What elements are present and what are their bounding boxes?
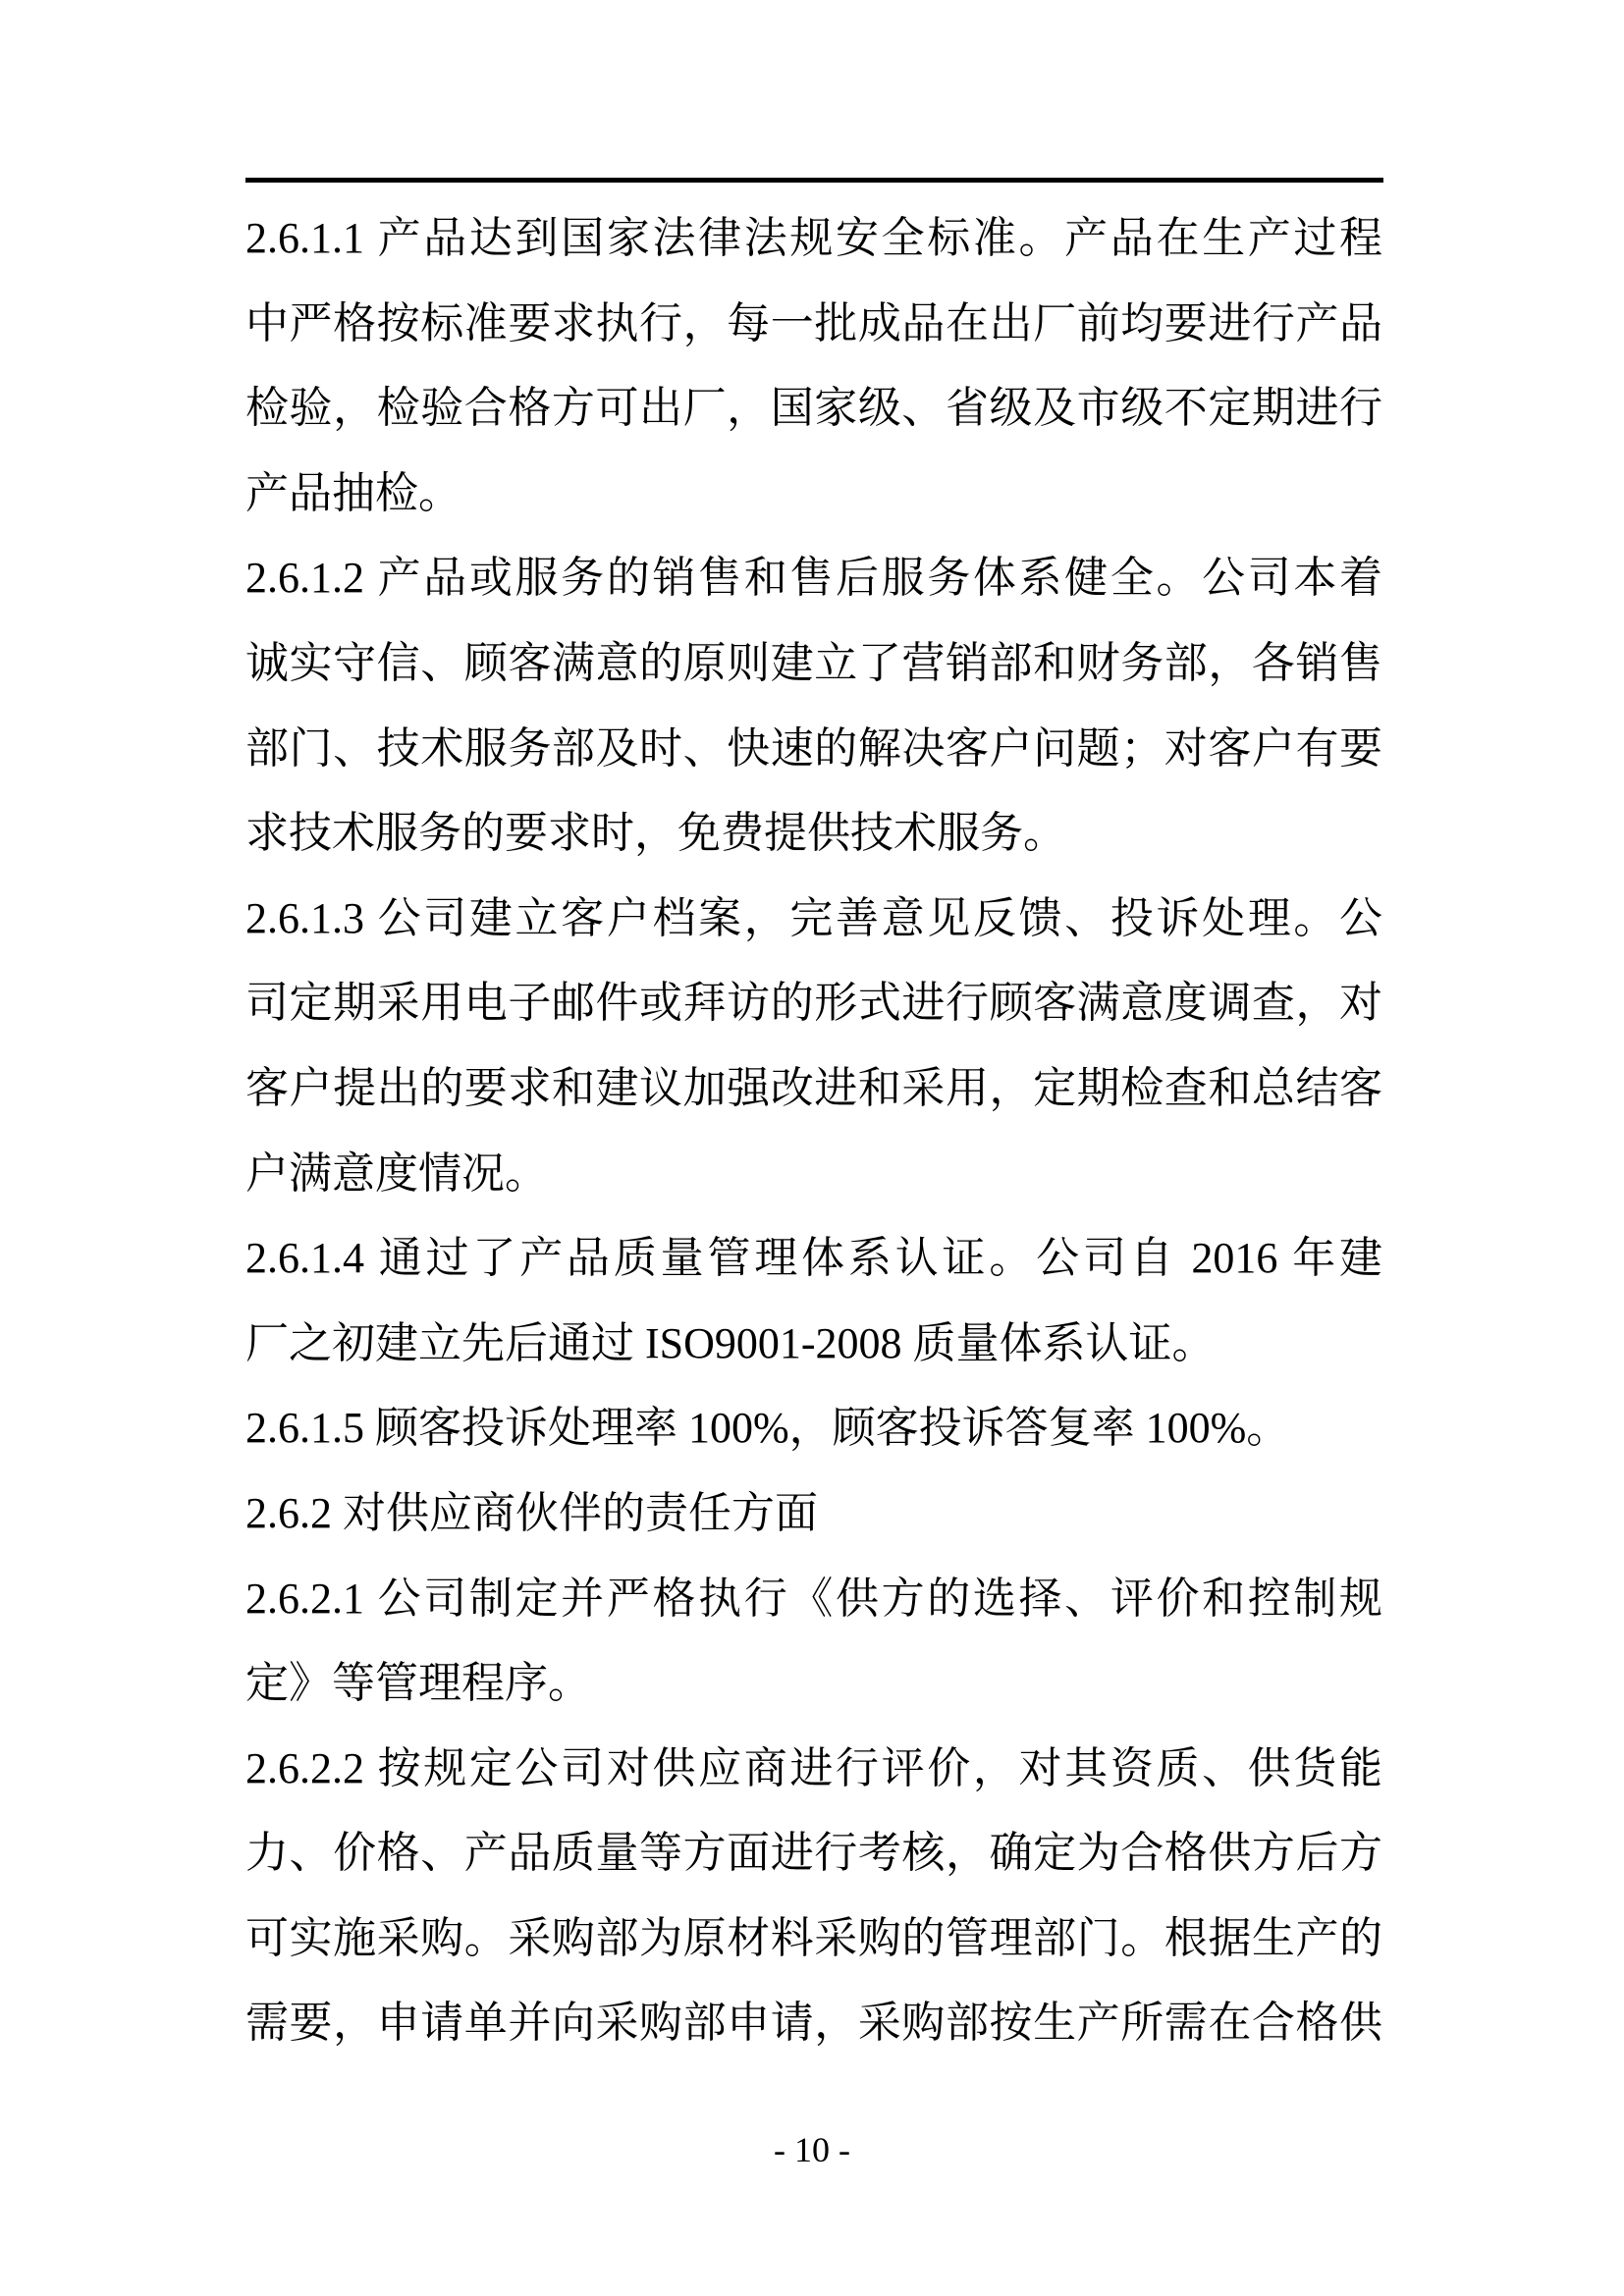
doc-line: 可实施采购。采购部为原材料采购的管理部门。根据生产的 — [245, 1913, 1382, 1962]
doc-line: 定》等管理程序。 — [245, 1659, 591, 1708]
doc-line: 部门、技术服务部及时、快速的解决客户问题；对客户有要 — [245, 723, 1382, 773]
doc-line: 需要，申请单并向采购部申请，采购部按生产所需在合格供 — [245, 1999, 1382, 2048]
doc-line: 诚实守信、顾客满意的原则建立了营销部和财务部，各销售 — [245, 638, 1382, 687]
header-rule — [245, 178, 1383, 183]
doc-line: 2.6.1.1 产品达到国家法律法规安全标准。产品在生产过程 — [245, 214, 1382, 262]
doc-line: 厂之初建立先后通过 ISO9001-2008 质量体系认证。 — [245, 1318, 1216, 1367]
doc-line: 户满意度情况。 — [245, 1148, 548, 1198]
doc-line: 2.6.1.5 顾客投诉处理率 100%，顾客投诉答复率 100%。 — [245, 1404, 1290, 1453]
doc-line: 2.6.1.2 产品或服务的销售和售后服务体系健全。公司本着 — [245, 554, 1382, 603]
doc-line: 2.6.2.2 按规定公司对供应商进行评价，对其资质、供货能 — [245, 1743, 1382, 1792]
doc-line: 产品抽检。 — [245, 468, 461, 517]
doc-line: 检验，检验合格方可出厂，国家级、省级及市级不定期进行 — [245, 384, 1382, 433]
doc-line: 2.6.2.1 公司制定并严格执行《供方的选择、评价和控制规 — [245, 1574, 1382, 1623]
doc-line: 2.6.1.3 公司建立客户档案，完善意见反馈、投诉处理。公 — [245, 893, 1382, 942]
doc-line: 司定期采用电子邮件或拜访的形式进行顾客满意度调查，对 — [245, 979, 1382, 1028]
doc-line: 客户提出的要求和建议加强改进和采用，定期检查和总结客 — [245, 1063, 1382, 1112]
doc-line: 2.6.2 对供应商伙伴的责任方面 — [245, 1488, 818, 1537]
doc-line: 2.6.1.4 通过了产品质量管理体系认证。公司自 2016 年建 — [245, 1234, 1382, 1283]
doc-line: 求技术服务的要求时，免费提供技术服务。 — [245, 809, 1066, 858]
text-block — [245, 196, 1382, 2066]
page-number: - 10 - — [774, 2130, 850, 2169]
doc-line: 中严格按标准要求执行，每一批成品在出厂前均要进行产品 — [245, 298, 1382, 347]
doc-line: 力、价格、产品质量等方面进行考核，确定为合格供方后方 — [245, 1829, 1382, 1878]
